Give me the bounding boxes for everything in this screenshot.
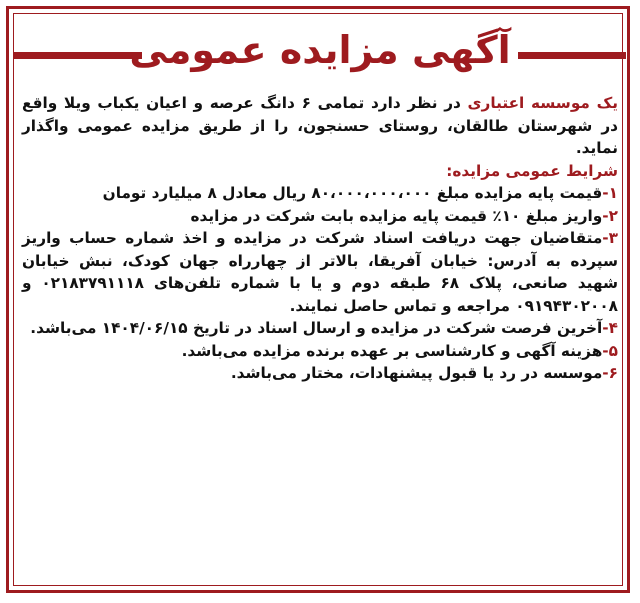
title-block (14, 18, 626, 82)
condition-text: واریز مبلغ ۱۰٪ قیمت پایه مزایده بابت شرکت در مزایده (190, 206, 603, 225)
condition-item (22, 317, 618, 340)
condition-text: قیمت پایه مزایده مبلغ ۸۰،۰۰۰،۰۰۰،۰۰۰ ریال معادل ۸ میلیارد تومان (102, 184, 603, 202)
notice-body (22, 92, 618, 385)
condition-number: ۲- (602, 206, 618, 225)
condition-item (22, 205, 618, 228)
condition-text: آخرین فرصت شرکت در مزایده و ارسال اسناد در تاریخ ۱۴۰۴/۰۶/۱۵ می‌باشد. (30, 319, 603, 337)
condition-number: ۵- (602, 341, 618, 360)
condition-item (22, 182, 618, 205)
condition-number: ۳- (602, 229, 618, 247)
condition-number: ۶- (602, 364, 618, 382)
condition-item (22, 340, 618, 363)
condition-item (22, 227, 618, 317)
condition-text: هزینه آگهی و کارشناسی بر عهده برنده مزایده می‌باشد. (181, 341, 603, 360)
condition-number: ۱- (602, 184, 618, 202)
condition-text: موسسه در رد یا قبول پیشنهادات، مختار می‌باشد. (230, 364, 603, 382)
condition-text: متقاضیان جهت دریافت اسناد شرکت در مزایده و اخذ شماره حساب واریز سپرده به آدرس: خیابان آفریقا، بالاتر از چهارراه جهان کودک، نبش خیابان شهید صانعی، پلاک ۶۸ طبقه دوم و یا با شماره تلفن‌های ۰۲۱۸۳۷۹۱۱۱۸ و ۰۹۱۹۴۳۰۲۰۰۸ مراجعه و تماس حاصل نمایند. (22, 229, 618, 315)
conditions-title: شرایط عمومی مزایده: (446, 161, 618, 180)
organization-name: یک موسسه اعتباری (467, 94, 618, 112)
condition-item (22, 362, 618, 385)
intro-paragraph (22, 92, 618, 160)
notice-title: آگهی مزایده عمومی (129, 28, 511, 72)
intro-text: در نظر دارد تمامی ۶ دانگ عرصه و اعیان یکباب ویلا واقع در شهرستان طالقان، روستای حسنجون، را از طریق مزایده عمومی واگذار نماید. (22, 94, 618, 157)
condition-number: ۴- (602, 319, 618, 337)
